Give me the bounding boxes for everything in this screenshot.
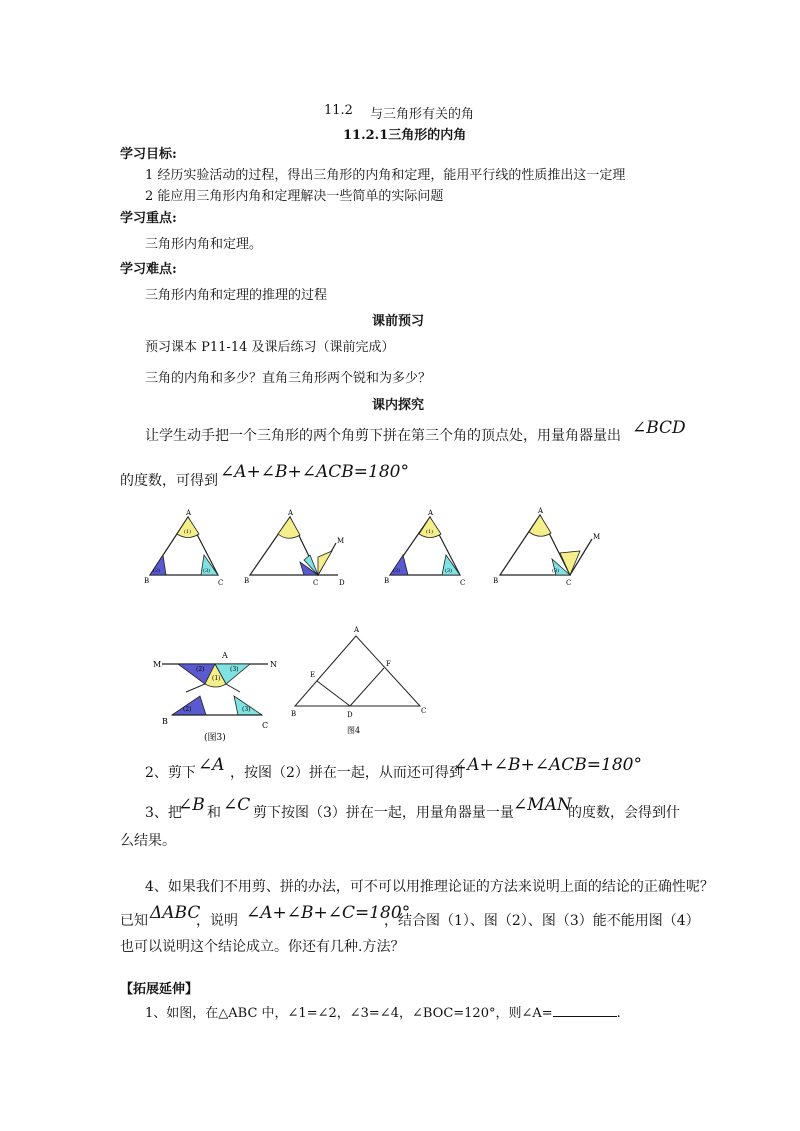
figure-triangle-4 — [493, 507, 600, 587]
figures-row-1 — [140, 505, 620, 595]
label-c: C — [218, 579, 224, 587]
mark-2: (2) — [153, 568, 161, 574]
q2-text-a: 2、剪下 — [145, 765, 196, 781]
mark-3: (3) — [203, 568, 211, 574]
label-c: C — [262, 721, 269, 730]
mark-1: (1) — [212, 675, 221, 682]
q4-line-1: 4、如果我们不用剪、拼的办法，可不可以用推理论证的方法来说明上面的结论的正确性呢？ — [145, 879, 714, 895]
label-b: B — [493, 577, 499, 585]
label-e: E — [310, 671, 316, 679]
segment-df — [350, 668, 384, 706]
label-a: A — [354, 626, 360, 634]
mark-3: (3) — [552, 568, 560, 574]
q3-text-e: 么结果。 — [120, 833, 176, 849]
q3-math-man: ∠MAN — [513, 795, 572, 815]
mark-1: (1) — [426, 529, 434, 535]
label-m: M — [337, 537, 345, 545]
q2-math-sum: ∠A+∠B+∠ACB=180° — [453, 755, 642, 775]
page-title: 与三角形有关的角 — [370, 107, 475, 122]
label-c: C — [313, 579, 319, 587]
figure-4-caption: 图4 — [347, 726, 361, 735]
q3-text-a: 3、把 — [145, 805, 182, 821]
objective-2: 2 能应用三角形内角和定理解决一些简单的实际问题 — [145, 189, 444, 204]
label-d: D — [347, 711, 353, 719]
preview-line-2: 三角的内角和多少？直角三角形两个锐和为多少？ — [145, 371, 432, 386]
objectives-label: 学习目标: — [120, 147, 177, 162]
label-a: A — [538, 507, 544, 515]
focus-label: 学习重点: — [120, 211, 177, 226]
difficulty-text: 三角形内角和定理的推理的过程 — [145, 288, 328, 303]
explore-heading: 课内探究 — [372, 398, 425, 413]
q4-text-b: ，说明 — [196, 913, 238, 929]
label-b: B — [291, 710, 297, 718]
figure-4 — [291, 626, 426, 735]
angle-a-fill — [278, 517, 300, 538]
mark-2-bottom: (2) — [183, 706, 192, 713]
side-right-top — [226, 684, 240, 692]
label-b: B — [144, 577, 150, 585]
q4-math-triangle: ΔABC — [150, 903, 201, 923]
q4-text-a: 已知 — [120, 913, 148, 929]
explore-math-bcd: ∠BCD — [632, 418, 686, 438]
label-a: A — [186, 509, 192, 517]
q4-math-sum: ∠A+∠B+∠C=180° — [246, 903, 411, 923]
mark-1: (1) — [184, 529, 192, 535]
q4-text-c: ，结合图（1）、图（2）、图（3）能不能用图（4） — [384, 913, 700, 929]
q3-text-b: 和 — [207, 805, 221, 821]
q2-text-b: ，按图（2）拼在一起，从而还可得到 — [230, 765, 463, 781]
label-m: M — [153, 660, 162, 669]
explore-math-sum: ∠A+∠B+∠ACB=180° — [220, 462, 409, 482]
figure-triangle-1 — [144, 509, 223, 587]
mark-3: (3) — [445, 568, 453, 574]
objective-1: 1 经历实验活动的过程，得出三角形的内角和定理，能用平行线的性质推出这一定理 — [145, 168, 626, 183]
label-c: C — [566, 579, 572, 587]
mark-3-bottom: (3) — [242, 706, 251, 713]
label-c: C — [421, 707, 427, 715]
mark-3: (3) — [230, 666, 239, 673]
label-a: A — [288, 509, 294, 517]
q4-line-3: 也可以说明这个结论成立。你还有几种.方法？ — [120, 939, 405, 955]
focus-text: 三角形内角和定理。 — [145, 237, 263, 252]
label-c: C — [460, 579, 466, 587]
answer-blank — [553, 1004, 617, 1017]
figure-3-caption: (图3) — [204, 733, 226, 743]
extension-q1-text: 1、如图，在△ABC 中，∠1=∠2，∠3=∠4，∠BOC=120°，则∠A= — [145, 1006, 553, 1021]
label-f: F — [386, 660, 391, 668]
mark-2: (2) — [196, 666, 205, 673]
q2-math-a: ∠A — [198, 755, 225, 775]
mark-2: (2) — [393, 568, 401, 574]
label-b: B — [162, 717, 168, 726]
label-m: M — [593, 533, 601, 541]
explore-paragraph-1b: 的度数，可得到 — [120, 473, 218, 489]
q3-text-d: 的度数，会得到什 — [568, 805, 680, 821]
label-a: A — [222, 651, 228, 660]
q3-text-c: 剪下按图（3）拼在一起，用量角器量一量 — [253, 805, 514, 821]
label-b: B — [244, 577, 250, 585]
page-subtitle: 11.2.1三角形的内角 — [343, 128, 467, 143]
difficulty-label: 学习难点: — [120, 262, 177, 277]
extension-heading: 【拓展延伸】 — [120, 982, 199, 997]
label-n: N — [270, 660, 277, 669]
figure-triangle-2 — [244, 509, 345, 587]
label-a: A — [428, 509, 434, 517]
figures-row-2 — [150, 620, 450, 745]
preview-line-1: 预习课本 P11-14 及课后练习（课前完成） — [145, 340, 395, 355]
figure-3 — [153, 651, 277, 743]
side-left-top — [186, 684, 205, 692]
figure-triangle-3 — [384, 509, 465, 587]
q3-math-c: ∠C — [223, 795, 251, 815]
explore-paragraph-1a: 让学生动手把一个三角形的两个角剪下拼在第三个角的顶点处，用量角器量出 — [145, 428, 621, 444]
label-b: B — [384, 577, 390, 585]
section-number: 11.2 — [324, 103, 353, 118]
preview-heading: 课前预习 — [372, 314, 425, 329]
label-d: D — [339, 579, 345, 587]
segment-ed — [317, 681, 350, 706]
q3-math-b: ∠B — [178, 795, 205, 815]
extension-q1-end: . — [616, 1006, 621, 1021]
angle-moved-fill — [318, 551, 332, 575]
extension-q1 — [145, 1002, 621, 1021]
